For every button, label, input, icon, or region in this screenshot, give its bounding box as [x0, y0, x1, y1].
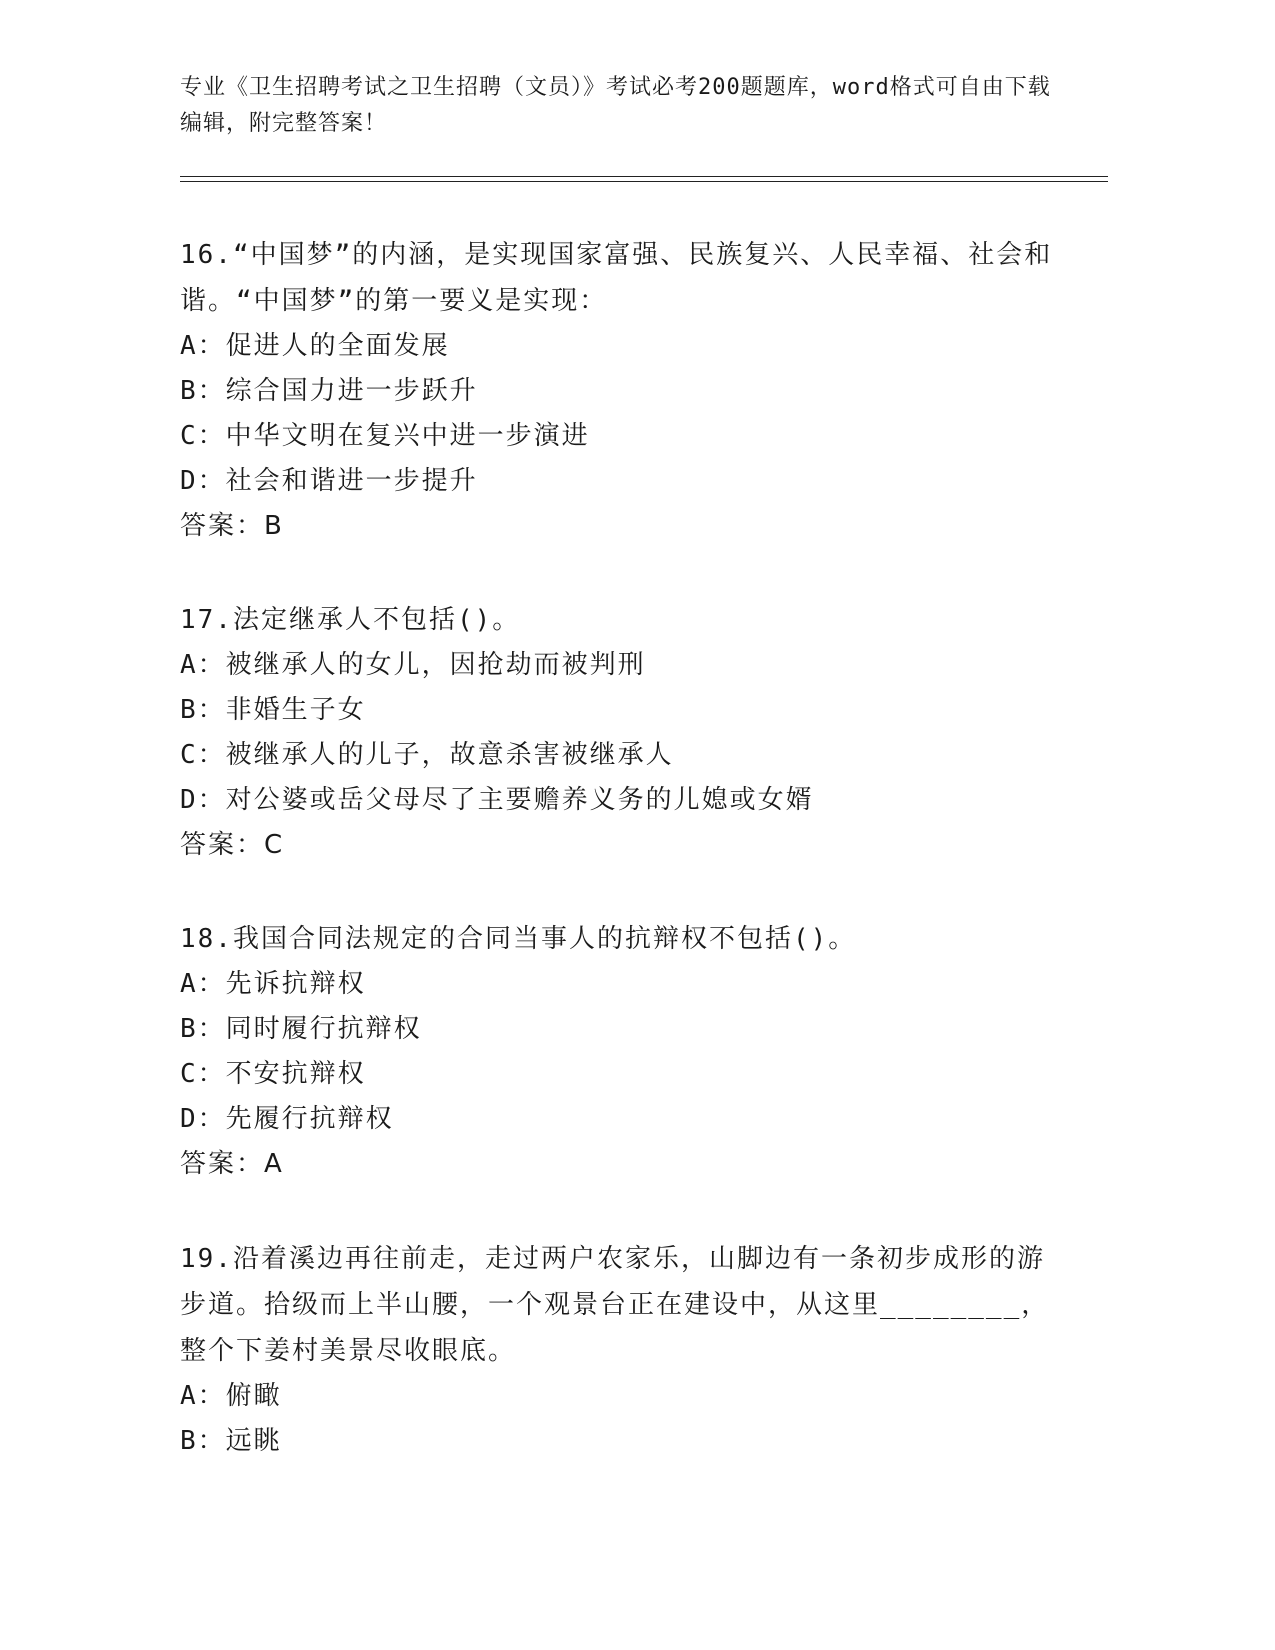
question-text: 19.沿着溪边再往前走，走过两户农家乐，山脚边有一条初步成形的游步道。拾级而上半山腰，一个观景台正在建设中，从这里________，整个下姜村美景尽收眼底。 [180, 1244, 1050, 1366]
question-text: 18.我国合同法规定的合同当事人的抗辩权不包括()。 [180, 924, 857, 954]
option-a: A：先诉抗辩权 [180, 969, 366, 999]
option-d: D：先履行抗辩权 [180, 1104, 394, 1134]
option-b: B：综合国力进一步跃升 [180, 376, 478, 406]
option-b: B：远眺 [180, 1426, 282, 1456]
question-16 [180, 232, 1060, 548]
option-d: D：对公婆或岳父母尽了主要赡养义务的儿媳或女婿 [180, 785, 814, 815]
option-c: C：不安抗辩权 [180, 1059, 366, 1089]
option-a: A：被继承人的女儿，因抢劫而被判刑 [180, 650, 646, 680]
question-18 [180, 916, 1060, 1186]
question-17 [180, 597, 1060, 867]
option-a: A：俯瞰 [180, 1381, 282, 1411]
answer: 答案：B [180, 511, 284, 541]
option-b: B：同时履行抗辩权 [180, 1014, 422, 1044]
option-c: C：中华文明在复兴中进一步演进 [180, 421, 590, 451]
answer: 答案：C [180, 830, 285, 860]
option-c: C：被继承人的儿子，故意杀害被继承人 [180, 740, 674, 770]
document-header-intro: 专业《卫生招聘考试之卫生招聘（文员）》考试必考200题题库，word格式可自由下载编辑，附完整答案！ [180, 75, 1051, 136]
header-divider-bottom [180, 181, 1108, 182]
question-text: 17.法定继承人不包括()。 [180, 605, 521, 635]
question-text: 16.“中国梦”的内涵，是实现国家富强、民族复兴、人民幸福、社会和谐。“中国梦”的第一要义是实现： [180, 240, 1053, 316]
option-b: B：非婚生子女 [180, 695, 366, 725]
header-divider-top [180, 176, 1108, 177]
option-a: A：促进人的全面发展 [180, 331, 450, 361]
option-d: D：社会和谐进一步提升 [180, 466, 478, 496]
question-19 [180, 1236, 1060, 1464]
answer: 答案：A [180, 1149, 284, 1179]
